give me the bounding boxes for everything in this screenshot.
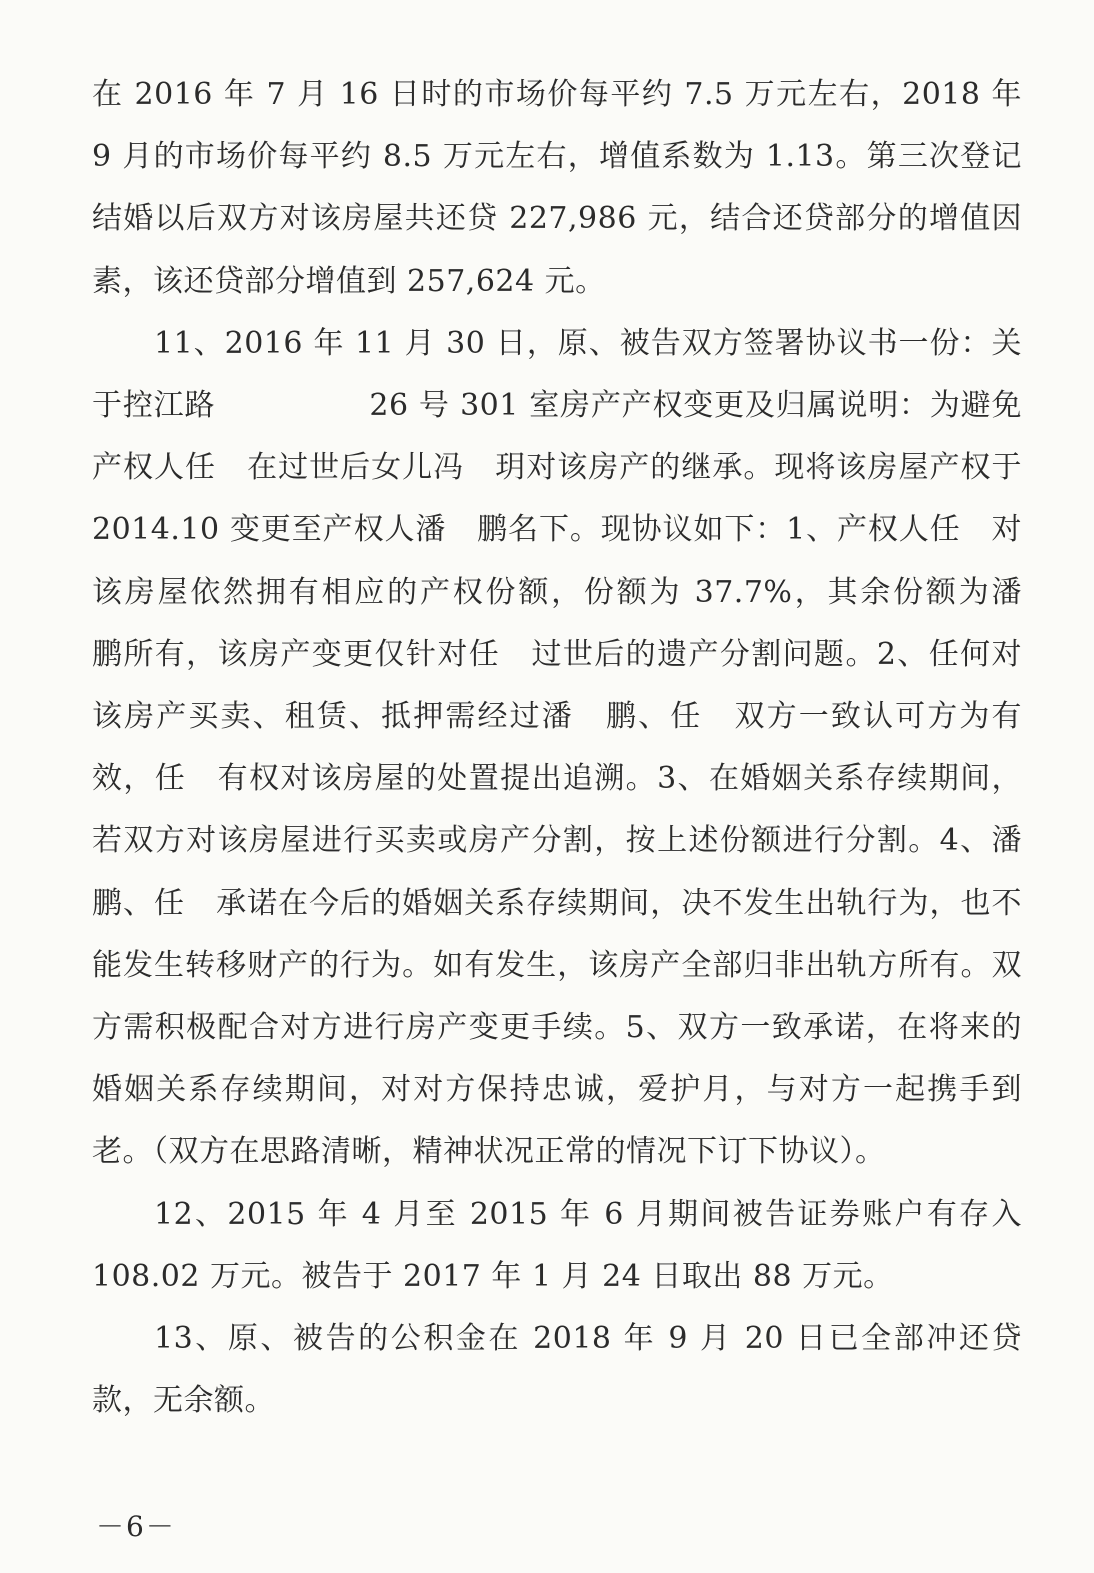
paragraph-item-13: 13、原、被告的公积金在 2018 年 9 月 20 日已全部冲还贷款，无余额。 bbox=[92, 1321, 1022, 1419]
page-number: －6－ bbox=[96, 1510, 176, 1543]
paragraph-continued: 在 2016 年 7 月 16 日时的市场价每平约 7.5 万元左右，2018 年 9 月的市场价每平约 8.5 万元左右，增值系数为 1.13。第三次登记结婚以后双方对该房屋共还贷 227,986 元，结合还贷部分的增值因素，该还贷部分增值到 257,624 元。 bbox=[92, 77, 1022, 299]
paragraph-item-11: 11、2016 年 11 月 30 日，原、被告双方签署协议书一份：关于控江路 26 号 301 室房产产权变更及归属说明：为避免产权人任 在过世后女儿冯 玥对该房产的继承。现将该房屋产权于 2014.10 变更至产权人潘 鹏名下。现协议如下：1、产权人任 对该房屋依然拥有相应的产权份额，份额为 37.7%，其余份额为潘 鹏所有，该房产变更仅针对任 过世后的遗产分割问题。2、任何对该房产买卖、租赁、抵押需经过潘 鹏、任 双方一致认可方为有效，任 有权对该房屋的处置提出追溯。3、在婚姻关系存续期间，若双方对该房屋进行买卖或房产分割，按上述份额进行分割。4、潘 鹏、任 承诺在今后的婚姻关系存续期间，决不发生出轨行为，也不能发生转移财产的行为。如有发生，该房产全部归非出轨方所有。双方需积极配合对方进行房产变更手续。5、双方一致承诺，在将来的婚姻关系存续期间，对对方保持忠诚，爱护月，与对方一起携手到老。（双方在思路清晰，精神状况正常的情况下订下协议）。 bbox=[92, 325, 1053, 1170]
paragraph-item-12: 12、2015 年 4 月至 2015 年 6 月期间被告证券账户有存入 108.02 万元。被告于 2017 年 1 月 24 日取出 88 万元。 bbox=[92, 1196, 1022, 1294]
body-text bbox=[92, 64, 1053, 1432]
